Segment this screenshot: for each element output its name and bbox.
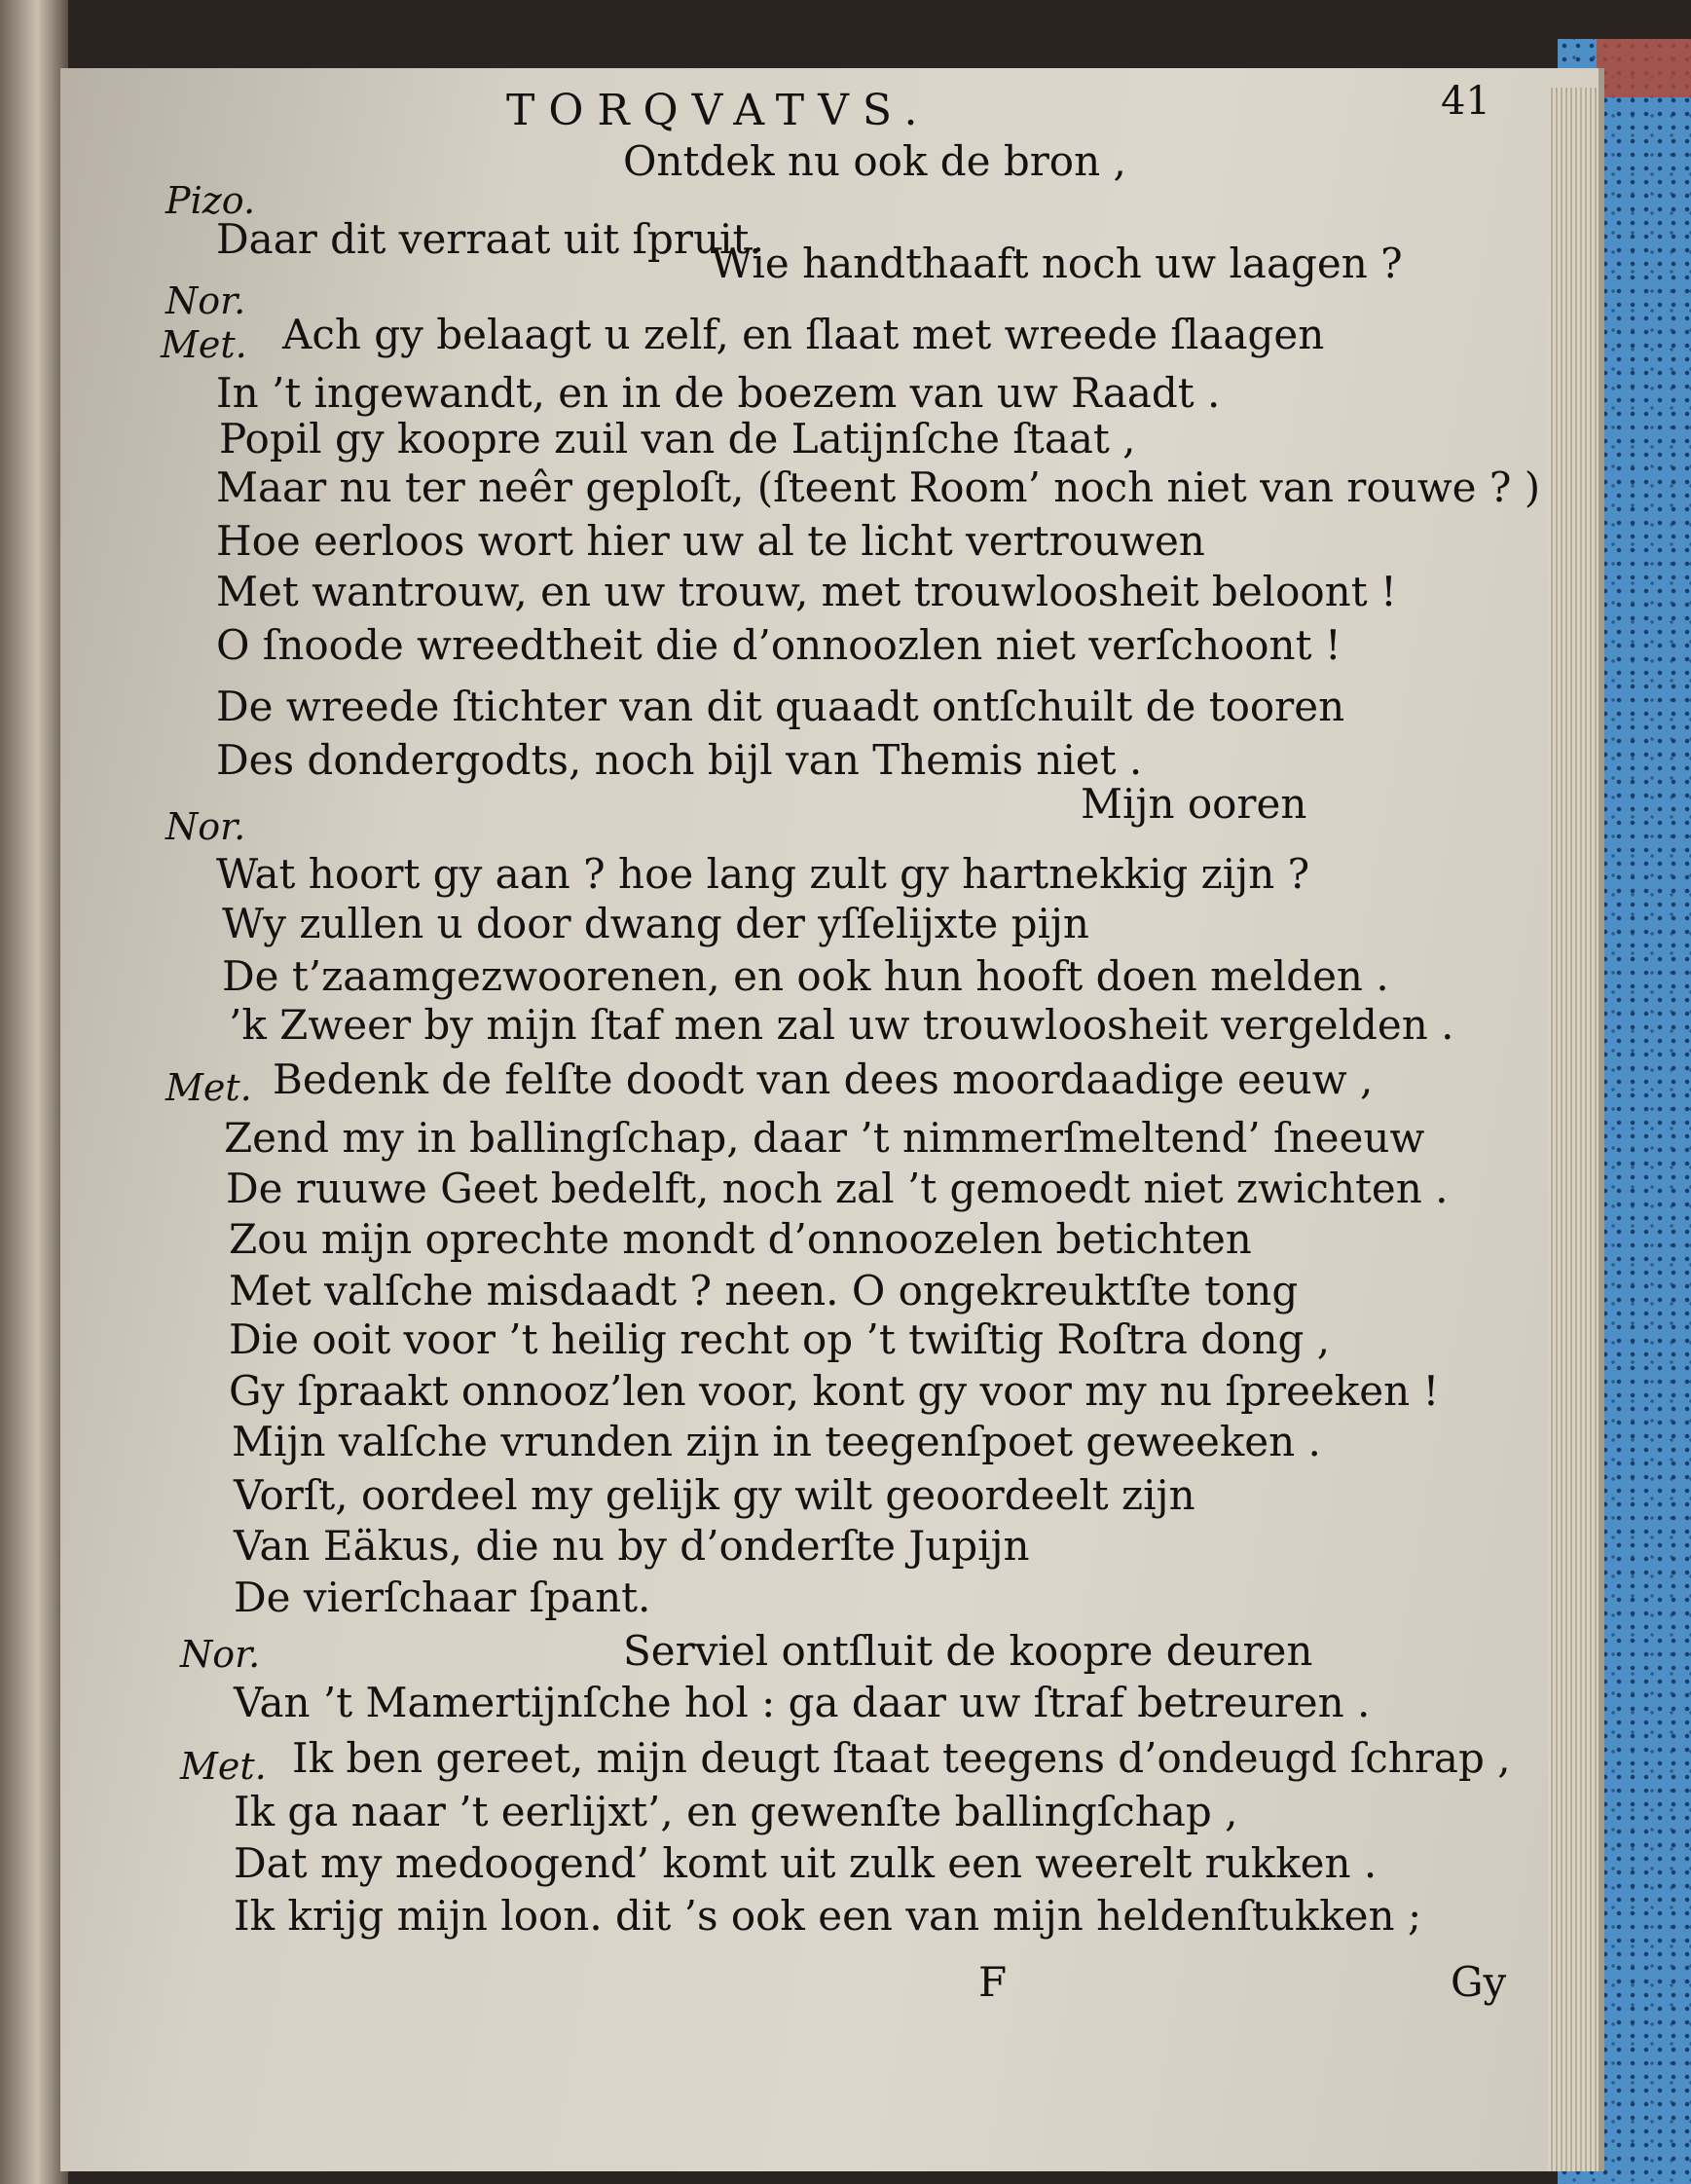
catchword: Gy (1451, 1958, 1507, 2006)
verse-line: Daar dit verraat uit ſpruit. (216, 215, 762, 263)
facing-page-edge (0, 0, 68, 2184)
verse-line: In ’t ingewandt, en in de boezem van uw Raadt . (216, 369, 1221, 417)
verse-line: Ach gy belaagt u zelf, en ſlaat met wreede ſlaagen (282, 311, 1325, 358)
verse-line: Met wantrouw, en uw trouw, met trouwloosheit beloont ! (216, 568, 1397, 615)
verse-line: Van ’t Mamertijnſche hol : ga daar uw ſtraf betreuren . (234, 1679, 1371, 1726)
verse-line: Wy zullen u door dwang der yſſelijxte pijn (222, 900, 1089, 947)
verse-line: Wie handthaaft noch uw laagen ? (711, 240, 1403, 287)
verse-line: Maar nu ter neêr geploſt, (ſteent Room’ noch niet van rouwe ? ) (216, 463, 1541, 511)
verse-line: Popil gy koopre zuil van de Latijnſche ſtaat , (219, 415, 1136, 463)
speaker-label: Met. (161, 323, 247, 366)
speaker-label: Pizo. (165, 179, 256, 222)
verse-line: De wreede ſtichter van dit quaadt ontſchuilt de tooren (216, 683, 1345, 730)
verse-line: Hoe eerloos wort hier uw al te licht vertrouwen (216, 517, 1205, 565)
verse-line: Ik ben gereet, mijn deugt ſtaat teegens d’ondeugd ſchrap , (292, 1734, 1511, 1782)
verse-line: Zou mijn oprechte mondt d’onnoozelen betichten (229, 1215, 1252, 1263)
verse-line: Dat my medoogend’ komt uit zulk een weerelt rukken . (234, 1839, 1378, 1887)
verse-line: Mijn valſche vrunden zijn in teegenſpoet geweeken . (232, 1418, 1321, 1465)
speaker-label: Nor. (165, 805, 246, 848)
verse-line: Ontdek nu ook de bron , (623, 137, 1126, 185)
signature-mark: F (978, 1958, 1008, 2006)
verse-line: Mijn ooren (1081, 780, 1307, 828)
verse-line: Serviel ontſluit de koopre deuren (623, 1627, 1313, 1675)
verse-line: Wat hoort gy aan ? hoe lang zult gy hartnekkig zijn ? (216, 850, 1310, 898)
verse-line: Die ooit voor ’t heilig recht op ’t twiſtig Roſtra dong , (229, 1315, 1331, 1363)
verse-line: ’k Zweer by mijn ſtaf men zal uw trouwloosheit vergelden . (229, 1001, 1454, 1049)
verse-line: Met valſche misdaadt ? neen. O ongekreuktſte tong (229, 1267, 1299, 1314)
page-edges (1548, 88, 1599, 2171)
verse-line: Vorſt, oordeel my gelijk gy wilt geoordeelt zijn (234, 1471, 1195, 1519)
speaker-label: Nor. (165, 279, 246, 322)
verse-line: Ik ga naar ’t eerlijxt’, en gewenſte ballingſchap , (234, 1788, 1238, 1835)
speaker-label: Nor. (180, 1633, 261, 1676)
verse-line: De ruuwe Geet bedelft, noch zal ’t gemoedt niet zwichten . (226, 1165, 1449, 1212)
running-title: TORQVATVS. (506, 86, 932, 135)
page-number: 41 (1441, 79, 1490, 124)
verse-line: Zend my in ballingſchap, daar ’t nimmerſmeltend’ ſneeuw (224, 1114, 1425, 1162)
verse-line: Gy ſpraakt onnooz’len voor, kont gy voor my nu ſpreeken ! (229, 1367, 1440, 1415)
cover-red-marbling (1597, 39, 1691, 97)
verse-line: Ik krijg mijn loon. dit ’s ook een van mijn heldenſtukken ; (234, 1892, 1422, 1940)
verse-line: Des dondergodts, noch bijl van Themis niet . (216, 736, 1143, 784)
verse-line: De t’zaamgezwoorenen, en ook hun hooft doen melden . (222, 952, 1389, 1000)
verse-line: Van Eäkus, die nu by d’onderſte Jupijn (234, 1522, 1030, 1570)
verse-line: Bedenk de felſte doodt van dees moordaadige eeuw , (273, 1055, 1374, 1103)
speaker-label: Met. (180, 1745, 267, 1788)
verse-line: O ſnoode wreedtheit die d’onnoozlen niet verſchoont ! (216, 621, 1342, 669)
verse-line: De vierſchaar ſpant. (234, 1573, 651, 1621)
speaker-label: Met. (165, 1066, 252, 1109)
